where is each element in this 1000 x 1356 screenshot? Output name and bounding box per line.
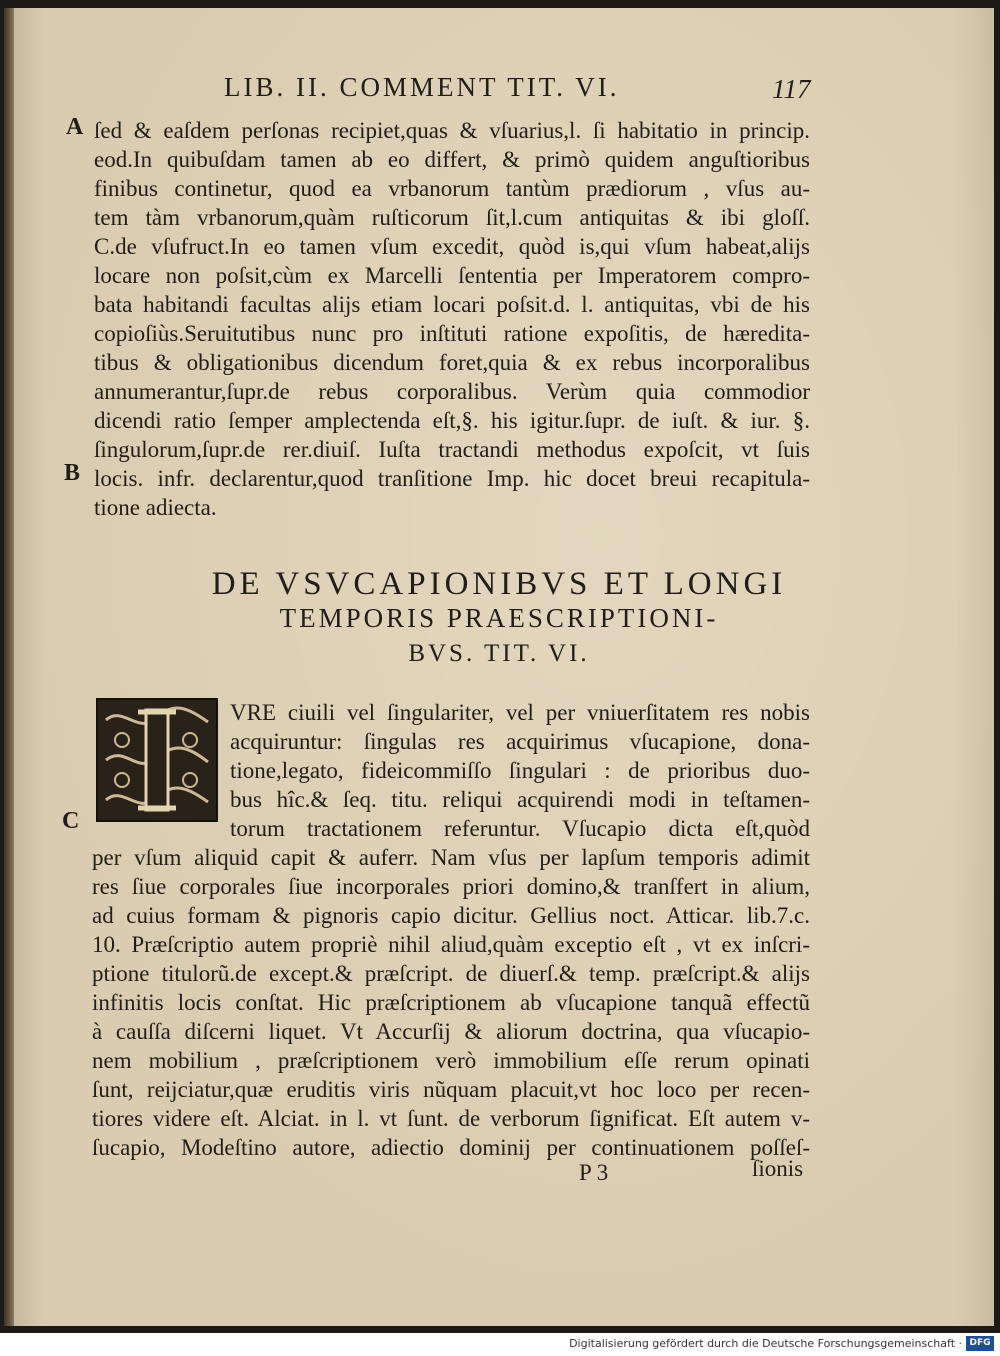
- running-head: LIB. II. COMMENT TIT. VI.: [224, 72, 620, 102]
- text-line: locis. infr. declarentur,quod tranſitione Imp. hic docet breui recapitula-: [94, 466, 810, 491]
- catchword: ſionis: [752, 1156, 804, 1181]
- footer-bar: [0, 1333, 1000, 1356]
- margin-letter-b: B: [64, 460, 81, 486]
- section-heading: DE VSVCAPIONIBVS ET LONGI: [211, 566, 787, 602]
- ornament-icon: [98, 700, 216, 820]
- page-number: 117: [772, 74, 811, 104]
- text-line: copioſiùs.Seruitutibus nunc pro inſtituti ratione expoſitis, de hæredita-: [94, 321, 810, 346]
- text-line: à cauſſa diſcerni liquet. Vt Accurſij & aliorum doctrina, qua vſucapio-: [92, 1019, 810, 1044]
- section-heading-line-2: TEMPORIS PRAESCRIPTIONI-: [279, 603, 719, 633]
- text-line: eod.In quibuſdam tamen ab eo differt, & primò quidem anguſtioribus: [94, 147, 810, 172]
- text-line: res ſiue corporales ſiue incorporales priori domino,& tranſfert in alium,: [92, 874, 810, 899]
- text-line: VRE ciuili vel ſingulariter, vel per vniuerſitatem res nobis: [230, 700, 810, 725]
- text-line: infinitis locis conſtat. Hic præſcriptionem ab vſucapione tanquã effectũ: [92, 990, 810, 1015]
- text-line: annumerantur,ſupr.de rebus corporalibus. Verùm quia commodior: [94, 379, 810, 404]
- signature-mark: P 3: [579, 1160, 609, 1185]
- text-line: tibus & obligationibus dicendum foret,quia & ex rebus incorporalibus: [94, 350, 810, 375]
- text-line: ſingulorum,ſupr.de rer.diuiſ. Iuſta tractandi methodus expoſcit, vt ſuis: [94, 437, 810, 462]
- text-line: torum tractationem referuntur. Vſucapio dicta eſt,quòd: [230, 816, 810, 841]
- text-line: C.de vſufruct.In eo tamen vſum excedit, quòd is,qui vſum habeat,alijs: [94, 234, 810, 259]
- text-line: bus hîc.& ſeq. titu. reliqui acquirendi modi in teſtamen-: [230, 787, 810, 812]
- text-line: ſunt, reijciatur,quæ eruditis viris nũquam placuit,vt hoc loco per recen-: [92, 1077, 810, 1102]
- text-line: ad cuius formam & pignoris capio dicitur. Gellius noct. Atticar. lib.7.c.: [92, 903, 810, 928]
- section-heading-line-3: BVS. TIT. VI.: [408, 640, 590, 667]
- text-line: per vſum aliquid capit & auferr. Nam vſus per lapſum temporis adimit: [92, 845, 810, 870]
- text-line: ſucapio, Modeſtino autore, adiectio dominij per continuationem poſſeſ-: [92, 1135, 810, 1160]
- margin-letter-c: C: [62, 808, 80, 834]
- text-line: finibus continetur, quod ea vrbanorum tantùm prædiorum , vſus au-: [94, 176, 810, 201]
- margin-letter-a: A: [66, 114, 84, 140]
- text-line: locare non poſsit,cùm ex Marcelli ſententia per Imperatorem compro-: [94, 263, 810, 288]
- text-line: bata habitandi facultas alijs etiam locari poſsit.d. l. antiquitas, vbi de his: [94, 292, 810, 317]
- text-line: tem tàm vrbanorum,quàm ruſticorum ſit,l.cum antiquitas & ibi gloſſ.: [94, 205, 810, 230]
- text-line: dicendi ratio ſemper amplectenda eſt,§. his igitur.ſupr. de iuſt. & iur. §.: [94, 408, 810, 433]
- text-line: nem mobilium , præſcriptionem verò immobilium eſſe rerum opinati: [92, 1048, 810, 1073]
- book-page: [4, 8, 994, 1326]
- text-line: tione adiecta.: [94, 495, 217, 520]
- text-line: ſed & eaſdem perſonas recipiet,quas & vſuarius,l. ſi habitatio in princip.: [94, 118, 810, 143]
- text-line: tiores videre eſt. Alciat. in l. vt ſunt. de verborum ſignificat. Eſt autem v-: [92, 1106, 810, 1131]
- text-line: acquiruntur: ſingulas res acquirimus vſucapione, dona-: [230, 729, 810, 754]
- text-line: 10. Præſcriptio autem propriè nihil aliud,quàm exceptio eſt , vt ex inſcri-: [92, 932, 810, 957]
- text-line: ptione titulorũ.de except.& præſcript. de diuerſ.& temp. præſcript.& alijs: [92, 961, 810, 986]
- funding-credit: Digitalisierung gefördert durch die Deutsche Forschungsgemeinschaft ·: [569, 1337, 962, 1350]
- dfg-logo[interactable]: DFG: [966, 1336, 994, 1351]
- text-line: tione,legato, fideicommiſſo ſingulari : de prioribus duo-: [230, 758, 810, 783]
- decorated-initial-i: [96, 698, 218, 822]
